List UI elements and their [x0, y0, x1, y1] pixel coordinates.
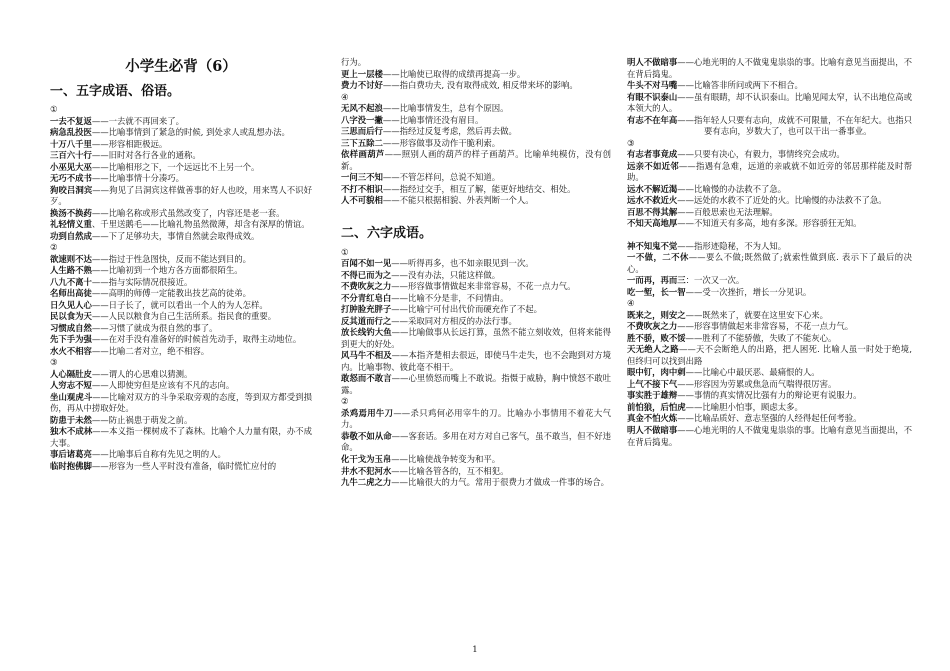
entry-item: [341, 57, 611, 69]
idiom-term: 三百六十行: [50, 150, 92, 161]
idiom-term: 反其道而行之: [341, 315, 392, 326]
idiom-definition: ——比喻各管各的，互不相犯。: [391, 465, 509, 476]
idiom-term: 风马牛不相及: [341, 350, 392, 361]
idiom-definition: ——百般思索也无法理解。: [677, 206, 778, 217]
idiom-term: 化干戈为玉帛: [341, 453, 392, 464]
entry-item: [341, 431, 611, 454]
idiom-term: 临时抱佛脚: [50, 460, 92, 471]
idiom-term: 日久见人心: [50, 299, 92, 310]
idiom-definition: ——杀只鸡何必用宰牛的刀。比喻办小事情用不着花大气力。: [341, 407, 612, 430]
idiom-term: 不分青红皂白: [341, 292, 392, 303]
idiom-term: 有志不在年高: [627, 114, 678, 125]
entry-group: [627, 310, 912, 448]
entry-item: [341, 454, 611, 466]
entry-group: [50, 369, 312, 473]
entry-item: [341, 80, 611, 92]
entry-item: [341, 115, 611, 127]
idiom-term: 有志者事竟成: [627, 149, 678, 160]
idiom-term: 人不可貌相: [341, 195, 383, 206]
entry-item: [50, 116, 312, 128]
entry-item: [50, 265, 312, 277]
entry-item: [627, 149, 912, 161]
idiom-term: 更上一层楼: [341, 68, 383, 79]
idiom-definition: ——比喻事情发生，总有个原因。: [382, 103, 509, 114]
idiom-term: 放长线钓大鱼: [341, 327, 392, 338]
idiom-term: 小巫见大巫: [50, 161, 92, 172]
group-marker: ④: [341, 91, 349, 102]
group-marker: ①: [50, 104, 58, 114]
idiom-definition: ——本义指一棵树成不了森林。比喻个人力量有限，办不成大事。: [50, 426, 313, 448]
entry-item: [50, 231, 312, 243]
idiom-definition: ——天不会断绝人的出路，把人困死. 比喻人虽一时处于绝境, 但终归可以找到出路: [627, 344, 912, 366]
idiom-definition: ——在对手没有准备好的时候首先动手，取得主动地位。: [91, 334, 302, 345]
entry-item: [50, 219, 312, 231]
entry-group: [341, 103, 611, 207]
idiom-term: 不费吹灰之力: [627, 321, 678, 332]
idiom-term: 不知天高地厚: [627, 218, 678, 229]
idiom-definition: ——一去就不再回来了。: [91, 115, 184, 126]
entry-item: [50, 323, 312, 335]
entry-item: [627, 379, 912, 391]
entry-item: [627, 402, 912, 414]
idiom-definition: ——采取同对方相反的办法行事。: [391, 315, 517, 326]
entry-item: [50, 334, 312, 346]
group-marker: ①: [341, 246, 349, 257]
entry-item: [627, 390, 912, 402]
entry-item: [627, 92, 912, 115]
idiom-definition: 、千里送鹅毛——比喻礼物虽然微薄，却含有深厚的情谊。: [91, 219, 310, 230]
idiom-definition: ——比喻事情还没有眉目。: [382, 114, 484, 125]
idiom-term: 远水不解近渴: [627, 183, 678, 194]
idiom-term: 一问三不知: [341, 172, 383, 183]
idiom-term: 病急乱投医: [50, 127, 92, 138]
entry-item: [50, 208, 312, 220]
entry-item: [341, 327, 611, 350]
entry-group: [627, 149, 912, 230]
idiom-definition: ——习惯了就成为很自然的事了。: [91, 322, 218, 333]
group-marker: ④: [627, 298, 635, 309]
idiom-term: 打肿脸充胖子: [341, 304, 392, 315]
idiom-term: 前怕狼，后怕虎: [627, 401, 686, 412]
idiom-term: 明人不做暗事: [627, 57, 678, 67]
idiom-term: 明人不做暗事: [627, 424, 678, 435]
idiom-definition: ——指形迹隐秘，不为人知。: [677, 240, 787, 251]
idiom-definition: ——虽有眼睛，却不认识泰山。比喻见闻太窄，认不出地位高或本领大的人。: [627, 91, 912, 114]
entry-item: [341, 103, 611, 115]
idiom-definition: ——旧时对各行各业的通称。: [91, 150, 201, 161]
idiom-definition: ——比喻宁可付出代价而硬充作了不起。: [391, 304, 542, 315]
idiom-definition: ——不管怎样问，总说不知道。: [382, 172, 501, 183]
idiom-definition: ——谓人的心思难以猜测。: [91, 368, 193, 379]
entry-item: [50, 139, 312, 151]
idiom-definition: ——比喻事情十分凑巧。: [91, 173, 184, 184]
idiom-term: 名师出高徒: [50, 288, 92, 299]
idiom-definition: ——指经过反复考虑，然后再去做。: [382, 126, 517, 137]
entry-item: [627, 80, 912, 92]
entry-item: [341, 316, 611, 328]
column-3: [627, 0, 912, 448]
column-1: [50, 0, 312, 473]
idiom-term: 一不做，二不休: [627, 252, 689, 263]
idiom-term: 天无绝人之路: [627, 344, 679, 355]
idiom-term: 水火不相容: [50, 345, 92, 356]
entry-item: [627, 57, 912, 80]
idiom-definition: ——既然来了，就要在这里安下心来。: [685, 309, 828, 320]
idiom-definition: ——比喻使已取得的成绩再提高一步。: [382, 68, 526, 79]
idiom-term: 无巧不成书: [50, 173, 92, 184]
idiom-definition: ——远处的水救不了近处的火。比喻慢的办法救不了急。: [677, 195, 887, 206]
idiom-term: 恭敬不如从命: [341, 430, 392, 441]
idiom-definition: ——比喻初到一个地方各方面都很陌生。: [91, 265, 243, 276]
idiom-term: 百思不得其解: [627, 206, 678, 217]
idiom-term: 独木不成林: [50, 426, 93, 437]
idiom-definition: ——指年轻人只要有志向，成就不可限量，不在年纪大。也指只要有志向，岁数大了，也可以干出一番事业。: [677, 114, 912, 137]
entry-item: [627, 310, 912, 322]
idiom-term: 百闻不如一见: [341, 258, 392, 269]
idiom-term: 人心隔肚皮: [50, 368, 92, 379]
entry-item: [627, 115, 912, 138]
idiom-definition: ——心地光明的人不做鬼鬼祟祟的事。比喻有意见当面提出，不在背后捣鬼。: [627, 424, 912, 447]
entry-item: [341, 270, 611, 282]
group-marker: ③: [50, 357, 58, 368]
idiom-term: 三思而后行: [341, 126, 383, 137]
idiom-term: 十万八千里: [50, 138, 92, 149]
idiom-definition: ——日子长了，就可以看出一个人的为人怎样。: [91, 299, 268, 310]
idiom-definition: ——人即使穷但是应该有不凡的志向。: [91, 380, 235, 391]
idiom-term: 八九不离十: [50, 276, 92, 287]
idiom-term: 礼轻情义重: [50, 219, 92, 230]
entry-item: [627, 252, 912, 275]
group-marker: ②: [341, 396, 349, 407]
entry-item: [627, 184, 912, 196]
idiom-definition: ——指与实际情况很接近。: [91, 276, 193, 287]
idiom-term: 不得已而为之: [341, 269, 392, 280]
entry-group: [50, 254, 312, 358]
entry-item: [341, 184, 611, 196]
idiom-definition: ——比喻答非所问或两下不相合。: [677, 80, 803, 91]
entry-item: [341, 138, 611, 150]
idiom-definition: ——要么不做;既然做了;就索性做到底. 表示下了最后的决心。: [627, 252, 913, 274]
idiom-definition: ——形容相距极远。: [91, 138, 168, 149]
entry-item: [50, 415, 312, 427]
entry-item: [50, 449, 312, 461]
idiom-term: 真金不怕火炼: [627, 413, 678, 424]
entry-item: [50, 288, 312, 300]
entry-item: [50, 185, 312, 208]
idiom-definition: ——比喻不分是非，不问情由。: [391, 292, 509, 303]
idiom-definition: ——听得再多，也不如亲眼见到一次。: [391, 258, 534, 269]
group-marker: ③: [627, 137, 635, 148]
entry-item: [341, 258, 611, 270]
entry-item: [50, 254, 312, 266]
idiom-definition: ：一次又一次。: [685, 275, 745, 286]
idiom-term: 八字没一撇: [341, 114, 383, 125]
idiom-term: 人穷志不短: [50, 380, 92, 391]
entry-item: [50, 426, 312, 449]
idiom-term: 不打不相识: [341, 183, 383, 194]
idiom-definition: ——形容做事情做起来非常容易，不花一点力气。: [391, 281, 576, 292]
idiom-definition: ——比喻名称或形式虽然改变了，内容还是老一套。: [91, 207, 285, 218]
entry-item: [50, 461, 312, 473]
entry-item: [627, 367, 912, 379]
idiom-definition: ——本指齐楚相去很远，即使马牛走失，也不会跑到对方境内。比喻事物、彼此毫不相干。: [341, 350, 612, 372]
section-heading-six-char: 二、六字成语。: [341, 225, 433, 241]
idiom-definition: ——比喻做事从长远打算，虽然不能立刻收效，但将来能得到更大的好处。: [341, 327, 612, 349]
page-number: 1: [472, 645, 478, 655]
entry-item: [627, 275, 912, 287]
entry-item: [341, 466, 611, 478]
entry-item: [627, 207, 912, 219]
idiom-term: 胜不骄，败不馁: [627, 332, 686, 343]
entry-item: [341, 373, 611, 396]
idiom-term: 既来之，则安之: [627, 309, 686, 320]
entry-item: [627, 287, 912, 299]
idiom-term: 牛头不对马嘴: [627, 80, 678, 91]
idiom-term: 神不知鬼不觉: [627, 240, 678, 251]
entry-item: [50, 127, 312, 139]
entry-item: [50, 392, 312, 415]
idiom-definition: ——高明的师傅一定能教出技艺高的徒弟。: [91, 288, 251, 299]
idiom-definition: ——狗见了吕洞宾这样做善事的好人也咬，用来骂人不识好歹。: [50, 184, 313, 207]
entry-item: [627, 413, 912, 425]
idiom-term: 费力不讨好: [341, 80, 383, 91]
idiom-term: 杀鸡焉用牛刀: [341, 407, 394, 418]
idiom-definition: ——指经过交手，相互了解，能更好地结交、相处。: [382, 183, 576, 194]
entry-item: [627, 218, 912, 230]
entry-item: [50, 150, 312, 162]
idiom-definition: ——下了足够功夫，事情自然就会取得成效。: [91, 230, 260, 241]
idiom-definition: ——指白费功夫, 没有取得成效, 相反带来坏的影响。: [382, 80, 578, 91]
entry-item: [341, 195, 611, 207]
idiom-term: 先下手为强: [50, 334, 92, 345]
entry-item: [627, 161, 912, 184]
entry-item: [50, 380, 312, 392]
entry-item: [50, 277, 312, 289]
entry-item: [50, 162, 312, 174]
idiom-definition: ——指过于性急图快，反而不能达到目的。: [91, 253, 251, 264]
idiom-term: 眼中钉，肉中刺: [627, 367, 686, 378]
idiom-definition: ——事情的真实情况比强有力的辩论更有说服力。: [677, 390, 862, 401]
idiom-definition: ——比喻事后自称有先见之明的人。: [91, 449, 226, 460]
idiom-definition: ——受一次挫折，增长一分见识。: [685, 286, 812, 297]
entry-item: [50, 369, 312, 381]
entry-item: [627, 321, 912, 333]
idiom-definition: ——形容做事及动作干脆利索。: [382, 137, 501, 148]
entry-item: [341, 281, 611, 293]
idiom-definition: ——不知道天有多高，地有多深。形容骄狂无知。: [677, 218, 862, 229]
idiom-definition: ——形容因为劳累或焦急而气喘得很厉害。: [677, 378, 837, 389]
entry-group: [341, 408, 611, 489]
entry-item: [341, 408, 611, 431]
entry-item: [50, 300, 312, 312]
idiom-term: 狗咬吕洞宾: [50, 184, 93, 195]
entry-item: [341, 149, 611, 172]
idiom-term: 功到自然成: [50, 230, 92, 241]
idiom-definition: ——比喻胆小怕事，顾虑太多。: [685, 401, 803, 412]
idiom-term: 换汤不换药: [50, 207, 92, 218]
idiom-definition: ——比喻慢的办法救不了急。: [677, 183, 787, 194]
idiom-term: 上气不接下气: [627, 378, 678, 389]
idiom-term: 不费吹灰之力: [341, 281, 392, 292]
section-heading-five-char: 一、五字成语、俗语。: [50, 84, 181, 99]
entry-item: [627, 195, 912, 207]
idiom-term: 坐山观虎斗: [50, 391, 93, 402]
entry-item: [341, 350, 611, 373]
idiom-term: 人生路不熟: [50, 265, 92, 276]
idiom-term: 无风不起浪: [341, 103, 383, 114]
entry-item: [341, 126, 611, 138]
idiom-definition: ——比喻心中最厌恶、最痛恨的人。: [685, 367, 820, 378]
entry-item: [50, 346, 312, 358]
idiom-definition: ——心地光明的人不做鬼鬼祟祟的事。比喻有意见当面提出，不在背后捣鬼。: [627, 57, 912, 79]
idiom-definition: ——客套话。多用在对方对自己客气，虽不敢当，但不好违命。: [341, 430, 612, 453]
entry-item: [341, 172, 611, 184]
idiom-term: 民以食为天: [50, 311, 92, 322]
idiom-term: 三下五除二: [341, 137, 383, 148]
entry-item: [341, 69, 611, 81]
entry-item: [627, 333, 912, 345]
idiom-definition: ——比喻对双方的斗争采取旁观的态度，等到双方都受到损伤，再从中捞取好处。: [50, 391, 313, 414]
idiom-definition: ——心里愤怒而嘴上不敢说。指慑于威胁，胸中愤怒不敢吐露。: [341, 373, 612, 395]
idiom-term: 远水不救近火: [627, 195, 678, 206]
entry-group: [341, 258, 611, 396]
idiom-term: 九牛二虎之力: [341, 477, 392, 488]
idiom-definition: ——比喻使战争转变为和平。: [391, 453, 501, 464]
idiom-term: 欲速则不达: [50, 253, 92, 264]
page-title: 小学生必背（6）: [125, 58, 237, 75]
idiom-definition: ——人民以粮食为自己生活所系。指民食的重要。: [91, 311, 277, 322]
entry-group: [50, 116, 312, 243]
idiom-term: 一去不复返: [50, 115, 92, 126]
idiom-definition: ——比喻相形之下，一个远远比不上另一个。: [91, 161, 260, 172]
idiom-definition: ——胜利了不能骄傲，失败了不能灰心。: [685, 332, 837, 343]
entry-group: [627, 57, 912, 115]
idiom-term: 远亲不如近邻: [627, 160, 679, 171]
idiom-term: 吃一堑，长一智: [627, 286, 686, 297]
idiom-definition: ——比喻品质好、意志坚强的人经得起任何考验。: [677, 413, 862, 424]
group-marker: ②: [50, 242, 58, 253]
idiom-term: 敢怒而不敢言: [341, 373, 392, 384]
idiom-definition: ——形容事情做起来非常容易，不花一点力气。: [677, 321, 854, 332]
idiom-term: 防患于未然: [50, 414, 92, 425]
idiom-definition: 行为。: [341, 57, 367, 67]
entry-group: [341, 57, 611, 92]
entry-item: [50, 173, 312, 185]
idiom-term: 井水不犯河水: [341, 465, 392, 476]
entry-item: [50, 311, 312, 323]
idiom-term: 有眼不识泰山: [627, 91, 678, 102]
entry-item: [627, 344, 912, 367]
idiom-definition: ——照别人画的葫芦的样子画葫芦。比喻单纯模仿，没有创新。: [341, 149, 612, 171]
entry-group: [627, 241, 912, 299]
entry-item: [341, 304, 611, 316]
idiom-definition: ——不能只根据相貌、外表判断一个人。: [382, 195, 534, 206]
idiom-term: 事实胜于雄辩: [627, 390, 678, 401]
idiom-term: 事后诸葛亮: [50, 449, 92, 460]
idiom-term: 依样画葫芦: [341, 149, 385, 160]
entry-item: [341, 477, 611, 489]
column-2: [341, 0, 611, 489]
idiom-definition: ——指遇有急难，远道的亲戚就不如近旁的邻居那样能及时帮助。: [627, 160, 913, 183]
entry-item: [627, 241, 912, 253]
entry-item: [341, 293, 611, 305]
idiom-definition: ——没有办法，只能这样做。: [391, 269, 501, 280]
idiom-definition: ——防止祸患于萌发之前。: [91, 414, 193, 425]
idiom-definition: ——比喻很大的力气。常用于很费力才做成一件事的场合。: [391, 477, 609, 488]
idiom-definition: ——只要有决心，有毅力，事情终究会成功。: [677, 149, 845, 160]
idiom-term: 一而再，再而三: [627, 275, 686, 286]
entry-item: [627, 425, 912, 448]
idiom-definition: ——比喻二者对立，绝不相容。: [91, 345, 210, 356]
idiom-term: 习惯成自然: [50, 322, 92, 333]
idiom-definition: ——形容为一些人平时没有准备，临时慌忙应付的: [91, 460, 277, 471]
idiom-definition: ——比喻事情到了紧急的时候, 到处求人或乱想办法。: [91, 127, 290, 138]
